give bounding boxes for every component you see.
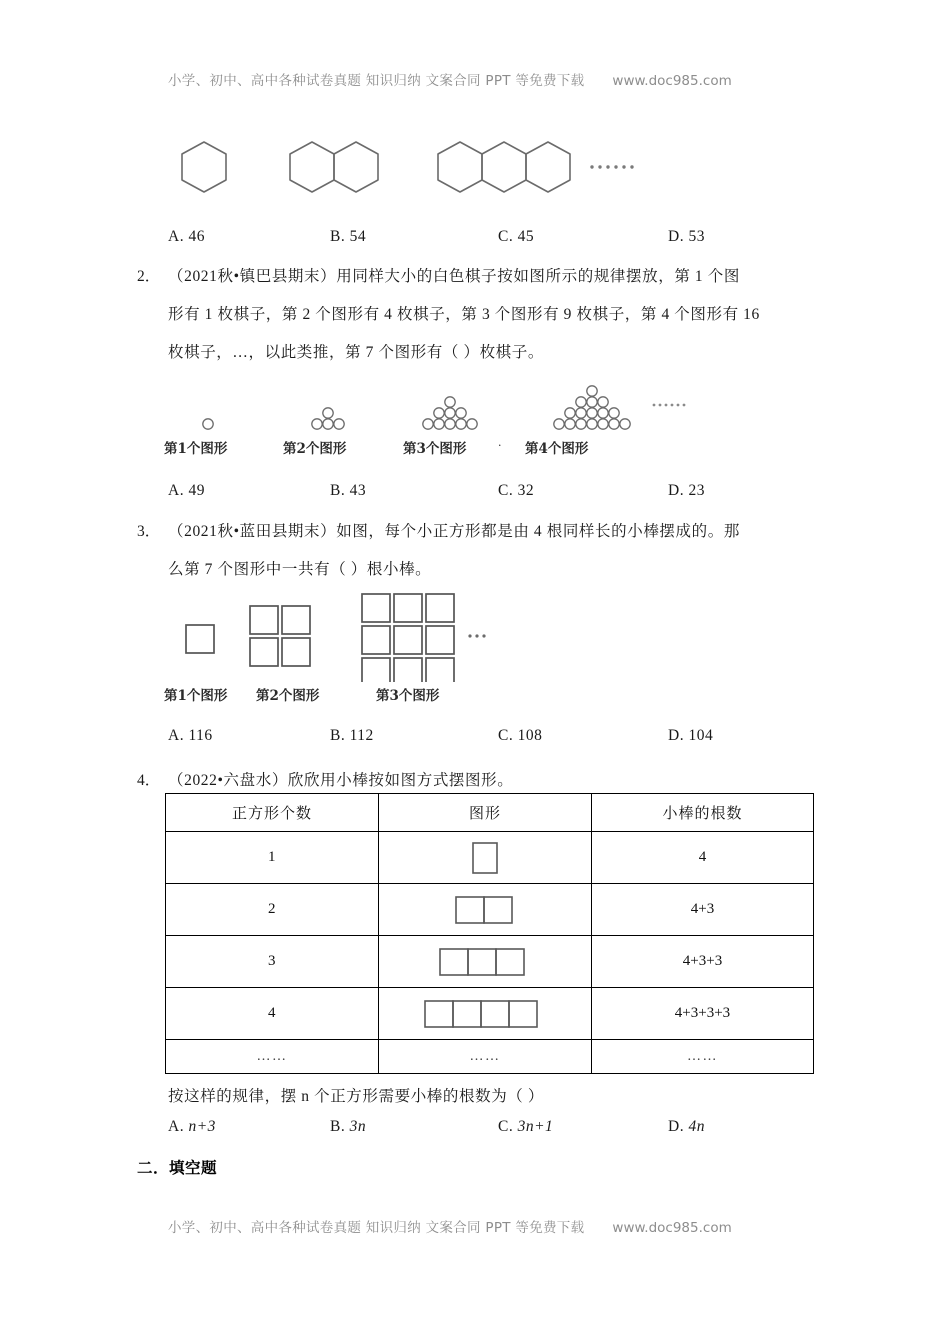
matchstick-square [250,606,310,666]
circle-token [565,408,575,418]
option-key: D. [668,482,685,499]
q1-option-c[interactable] [498,228,534,246]
q2-line-3: 枚棋子，…，以此类推，第 7 个图形有（ ）枚棋子。 [168,344,544,361]
square-row-4-icon [415,996,555,1032]
cell-stick-count: 4 [592,832,814,884]
q3-option-a[interactable] [168,727,213,745]
q2-figure-label-3: 第3个图形 [403,441,467,457]
table-row [166,884,814,936]
ellipsis-dots-icon [653,404,686,407]
q4-option-c[interactable] [498,1118,553,1136]
circle-token [334,419,344,429]
option-key: B. [330,727,346,744]
cell-stick-count: 4+3+3 [592,936,814,988]
q3-figure-label-2: 第2个图形 [256,688,320,704]
circle-figure-group [160,378,720,436]
q2-option-b[interactable] [330,482,366,500]
cell-square-count: 1 [166,832,379,884]
watermark-footer [168,1216,732,1236]
circle-token [598,408,608,418]
q4-option-a[interactable] [168,1118,216,1136]
square-row-2-icon [447,892,523,928]
circle-token [323,419,333,429]
option-key: C. [498,1118,514,1135]
q3-number: 3． [137,523,161,540]
watermark-text: 小学、初中、高中各种试卷真题 知识归纳 文案合同 PPT 等免费下载 [168,1220,585,1236]
q3-figure-label-1: 第1个图形 [164,688,228,704]
square-row-1-icon [465,840,505,876]
q3-line-2: 么第 7 个图形中一共有（ ）根小棒。 [168,561,432,578]
q2-figure-label-2: 第2个图形 [283,441,347,457]
circle-token [587,408,597,418]
watermark-header [168,69,732,89]
watermark-url: www.doc985.com [612,1220,732,1236]
option-value: 45 [517,228,535,245]
watermark-text: 小学、初中、高中各种试卷真题 知识归纳 文案合同 PPT 等免费下载 [168,73,585,89]
option-key: C. [498,727,514,744]
watermark-url: www.doc985.com [612,73,732,89]
option-key: A. [168,482,185,499]
circle-token [445,419,455,429]
matchstick-square [362,594,454,682]
header-stick-count: 小棒的根数 [592,794,814,832]
hexagon-shape [334,142,378,192]
ellipsis-dots-icon [468,634,485,637]
section-heading: 二．填空题 [137,1160,218,1177]
table-row [166,936,814,988]
cell-stick-count: 4+3 [592,884,814,936]
table-row-ellipsis [166,1040,814,1074]
circle-token [434,419,444,429]
ellipsis-dots-icon [590,165,633,168]
option-value: 112 [349,727,374,744]
q1-options [168,228,868,254]
q3-option-d[interactable] [668,727,713,745]
circle-token [445,397,455,407]
cell-ellipsis-count: …… [166,1040,379,1074]
q1-option-a[interactable] [168,228,205,246]
circle-token [456,419,466,429]
q2-options [168,482,868,508]
q2-line-1: （2021秋•镇巴县期末）用同样大小的白色棋子按如图所示的规律摆放，第 1 个图 [168,268,740,285]
circle-token [323,408,333,418]
q3-option-b[interactable] [330,727,374,745]
q4-followup-text: 按这样的规律，摆 n 个正方形需要小棒的根数为（ ） [168,1088,544,1105]
hexagon-figure-group [160,136,820,208]
q2-line-2: 形有 1 枚棋子，第 2 个图形有 4 枚棋子，第 3 个图形有 9 枚棋子，第 4 个图形有 16 [168,306,760,323]
circle-token [565,419,575,429]
q3-option-c[interactable] [498,727,542,745]
q2-option-d[interactable] [668,482,705,500]
hexagon-shape [182,142,226,192]
circle-token [587,419,597,429]
cell-square-count: 3 [166,936,379,988]
q4-number: 4． [137,772,161,789]
circle-token [587,397,597,407]
cell-ellipsis-figure: …… [379,1040,592,1074]
circle-token [203,419,213,429]
q2-figure-label-1: 第1个图形 [164,441,228,457]
q2-mid-dot: · [498,439,502,452]
square-grid-figure-group [160,592,580,682]
q4-option-d[interactable] [668,1118,705,1136]
option-value: 32 [517,482,535,499]
circle-token [576,397,586,407]
option-value: 3n [349,1118,367,1135]
option-value: 53 [688,228,705,245]
hexagon-shape [290,142,334,192]
cell-stick-count: 4+3+3+3 [592,988,814,1040]
circle-token [467,419,477,429]
table-row [166,988,814,1040]
q3-line-1: （2021秋•蓝田县期末）如图，每个小正方形都是由 4 根同样长的小棒摆成的。那 [168,523,740,540]
circle-token [609,419,619,429]
option-key: D. [668,228,685,245]
q4-line-1: （2022•六盘水）欣欣用小棒按如图方式摆图形。 [168,772,514,789]
circle-token [312,419,322,429]
square-row-3-icon [430,944,540,980]
option-key: B. [330,228,346,245]
option-value: 116 [188,727,213,744]
circle-token [445,408,455,418]
circle-token [598,397,608,407]
cell-square-count: 4 [166,988,379,1040]
option-value: 108 [517,727,543,744]
q2-number: 2． [137,268,161,285]
option-key: C. [498,228,514,245]
cell-square-count: 2 [166,884,379,936]
cell-figure [379,936,592,988]
option-key: B. [330,482,346,499]
q1-option-b[interactable] [330,228,366,246]
header-square-count: 正方形个数 [166,794,379,832]
option-key: B. [330,1118,346,1135]
q4-option-b[interactable] [330,1118,366,1136]
hexagon-shape [438,142,482,192]
circle-token [576,419,586,429]
table-row [166,832,814,884]
cell-figure [379,832,592,884]
option-value: 23 [688,482,705,499]
circle-token [576,408,586,418]
hexagon-shape [526,142,570,192]
option-key: A. [168,228,185,245]
q3-options [168,727,868,753]
option-value: 54 [349,228,367,245]
option-key: A. [168,727,185,744]
cell-figure [379,988,592,1040]
option-value: 49 [188,482,205,499]
circle-token [423,419,433,429]
q4-options [168,1118,868,1144]
circle-token [598,419,608,429]
q3-figure-label-3: 第3个图形 [376,688,440,704]
option-key: C. [498,482,514,499]
option-value: 3n+1 [517,1118,554,1135]
matchstick-square [186,625,214,653]
option-key: D. [668,1118,685,1135]
q2-figure-label-4: 第4个图形 [525,441,589,457]
header-figure: 图形 [379,794,592,832]
hexagon-shape [482,142,526,192]
option-value: 43 [349,482,367,499]
option-value: 46 [188,228,205,245]
circle-token [434,408,444,418]
circle-token [456,408,466,418]
circle-token [609,408,619,418]
option-key: D. [668,727,685,744]
circle-token [620,419,630,429]
circle-token [554,419,564,429]
q2-option-a[interactable] [168,482,205,500]
table-header-row [166,794,814,832]
q2-option-c[interactable] [498,482,534,500]
q1-option-d[interactable] [668,228,705,246]
circle-token [587,386,597,396]
option-key: A. [168,1118,185,1135]
cell-ellipsis-sticks: …… [592,1040,814,1074]
option-value: 4n [688,1118,705,1135]
stick-pattern-table [165,793,814,1074]
cell-figure [379,884,592,936]
option-value: n+3 [188,1118,216,1135]
option-value: 104 [688,727,714,744]
